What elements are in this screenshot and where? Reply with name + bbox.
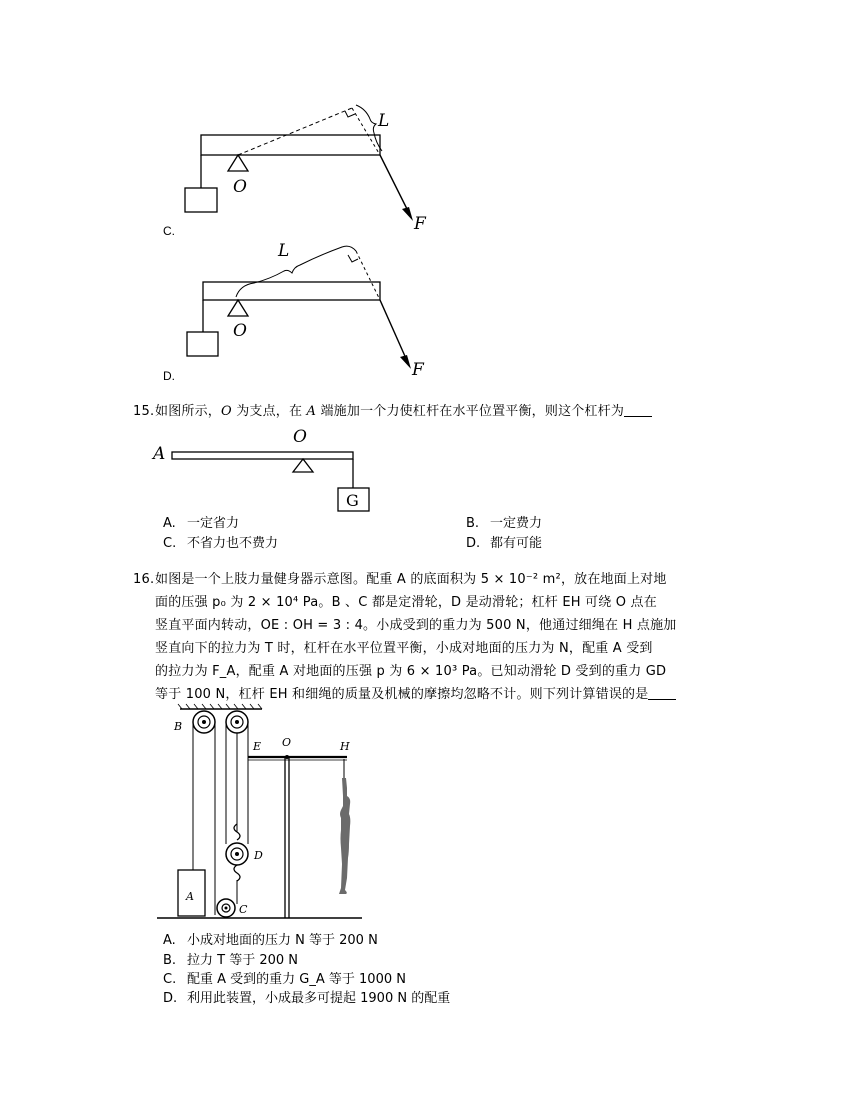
option-text: 不省力也不费力 — [187, 536, 279, 551]
q15-option-d[interactable] — [466, 534, 542, 554]
figure-option-d — [180, 235, 440, 380]
label-L: L — [278, 241, 290, 261]
q15-var-o: O — [221, 404, 232, 419]
label-O: O — [233, 321, 247, 341]
label-O: O — [293, 427, 307, 447]
option-letter: D. — [466, 536, 481, 551]
label-O: O — [233, 177, 247, 197]
fulcrum-triangle — [228, 300, 248, 316]
q16-option-c[interactable] — [163, 970, 406, 990]
force-arrowhead — [400, 355, 411, 369]
option-letter: A. — [163, 933, 176, 948]
question-number: 16. — [133, 572, 155, 587]
option-text: 利用此装置，小成最多可提起 1900 N 的配重 — [187, 991, 451, 1006]
fulcrum-triangle — [293, 459, 313, 472]
q16-option-d[interactable] — [163, 989, 450, 1009]
option-letter: A. — [163, 516, 176, 531]
option-text: 一定省力 — [187, 516, 240, 531]
option-letter: C. — [163, 536, 177, 551]
option-c-label: C. — [163, 224, 175, 238]
figure-q15 — [150, 422, 380, 517]
option-letter: B. — [466, 516, 480, 531]
q16-line-5: 的拉力为 F_A，配重 A 对地面的压强 p 为 6 × 10³ Pa。已知动滑轮 D 受到的重力 GD — [155, 664, 667, 679]
weight-block — [185, 188, 217, 212]
label-b: B — [174, 720, 183, 733]
q15-option-b[interactable] — [466, 514, 542, 534]
answer-blank[interactable] — [624, 403, 652, 417]
q15-text-2: 为支点，在 — [231, 404, 307, 419]
q15-text-1: 如图所示， — [155, 404, 222, 419]
lever-bar — [201, 135, 380, 155]
option-text: 拉力 T 等于 200 N — [187, 953, 299, 968]
q16-option-b[interactable] — [163, 951, 298, 971]
label-A: A — [153, 444, 166, 464]
option-text: 小成对地面的压力 N 等于 200 N — [187, 933, 378, 948]
right-angle-mark — [345, 111, 355, 117]
q16-line-3: 竖直平面内转动，OE : OH = 3 : 4。小成受到的重力为 500 N，他通过细绳在 H 点施加 — [155, 618, 677, 633]
person-silhouette — [339, 778, 350, 894]
figure-q16-fitness-machine — [152, 702, 372, 927]
question-number: 15. — [133, 404, 155, 419]
label-h: H — [340, 740, 350, 753]
q16-line-6-text: 等于 100 N，杠杆 EH 和细绳的质量及机械的摩擦均忽略不计。则下列计算错误的是 — [155, 687, 649, 702]
q15-var-a: A — [306, 404, 317, 419]
force-arrow-line — [380, 155, 410, 215]
label-L: L — [378, 111, 390, 131]
label-o: O — [282, 736, 292, 749]
moment-arm-dashed — [238, 108, 352, 155]
label-G: G — [346, 491, 359, 510]
force-line-dashed — [356, 251, 380, 300]
force-line-dashed — [352, 108, 380, 155]
force-arrow-line — [380, 300, 408, 363]
figure-option-c — [180, 95, 440, 240]
q16-line-1: 如图是一个上肢力量健身器示意图。配重 A 的底面积为 5 × 10⁻² m²，放在地面上对地 — [155, 572, 667, 587]
force-arrowhead — [402, 207, 413, 221]
brace-L — [236, 246, 356, 297]
q15-option-a[interactable] — [163, 514, 239, 534]
q15-option-c[interactable] — [163, 534, 278, 554]
label-F: F — [412, 360, 424, 380]
option-letter: C. — [163, 972, 177, 987]
option-text: 一定费力 — [490, 516, 543, 531]
label-F: F — [414, 214, 426, 234]
question-16 — [133, 568, 733, 706]
answer-blank[interactable] — [648, 686, 676, 700]
label-c: C — [239, 903, 248, 916]
lever-bar — [203, 282, 380, 300]
option-text: 都有可能 — [490, 536, 543, 551]
right-angle-mark — [348, 255, 358, 262]
q15-text-3: 端施加一个力使杠杆在水平位置平衡，则这个杠杆为 — [316, 404, 625, 419]
fulcrum-triangle — [228, 155, 248, 171]
option-letter: D. — [163, 991, 178, 1006]
option-d-label: D. — [163, 369, 175, 383]
question-15 — [133, 400, 733, 423]
q16-option-a[interactable] — [163, 931, 378, 951]
label-e: E — [253, 740, 262, 753]
label-a: A — [186, 890, 194, 903]
q16-line-4: 竖直向下的拉力为 T 时，杠杆在水平位置平衡，小成对地面的压力为 N，配重 A 受到 — [155, 641, 653, 656]
weight-block — [187, 332, 218, 356]
option-letter: B. — [163, 953, 177, 968]
option-text: 配重 A 受到的重力 G_A 等于 1000 N — [187, 972, 406, 987]
label-d: D — [254, 849, 263, 862]
question-body — [133, 568, 733, 706]
q16-line-2: 面的压强 p₀ 为 2 × 10⁴ Pa。B 、C 都是定滑轮，D 是动滑轮；杠杆 EH 可绕 O 点在 — [155, 595, 657, 610]
lever-bar — [172, 452, 353, 459]
